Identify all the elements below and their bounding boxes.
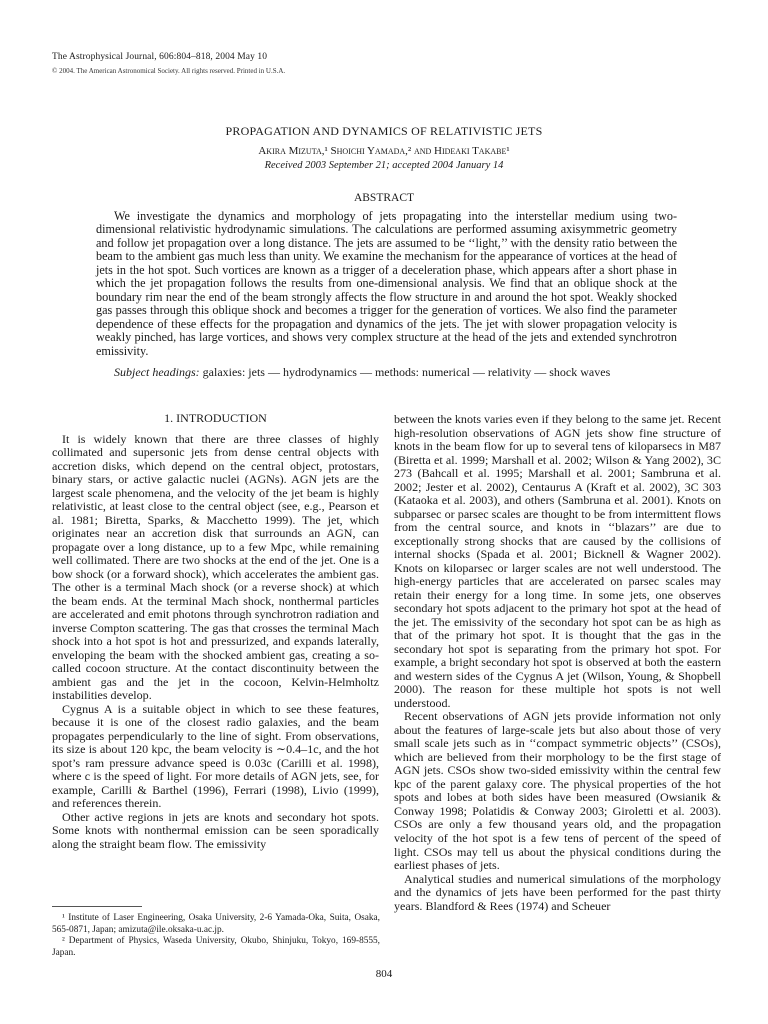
- right-column: [394, 413, 721, 913]
- abstract-heading: ABSTRACT: [353, 192, 415, 204]
- author-list: Akira Mizuta,¹ Shoichi Yamada,² and Hideaki Takabe¹: [258, 145, 510, 157]
- subject-headings-label: Subject headings:: [114, 365, 200, 379]
- body-paragraph: Analytical studies and numerical simulations of the morphology and the dynamics of jets have been performed for the past thirty years. Blandford & Rees (1974) and Scheuer: [394, 871, 721, 913]
- body-paragraph: Recent observations of AGN jets provide information not only about the features of large-scale jets but also about those of very small scale jets such as in ‘‘compact symmetric objects’’ (CSOs), which are believed from their morphology to be the first stage of AGN jets. CSOs show two-sided emissivity within the central few kpc of the parent galaxy core. The physical properties of the hot spots and lobes at both sides have been measured (Owsianik & Conway 1998; Polatidis & Conway 2003; Giroletti et al. 2003). CSOs are only a few thousand years old, and the propagation velocity of the hot spot is a few tens of percent of the speed of light. CSOs may tell us about the physical conditions during the earliest phases of jets.: [394, 709, 721, 873]
- section-heading-introduction: 1. INTRODUCTION: [164, 411, 267, 425]
- received-dates: Received 2003 September 21; accepted 2004 January 14: [264, 160, 504, 171]
- journal-citation: The Astrophysical Journal, 606:804–818, 2004 May 10: [52, 52, 268, 62]
- left-column: [52, 412, 379, 852]
- footnote-rule: [52, 906, 142, 907]
- footnote: ¹ Institute of Laser Engineering, Osaka University, 2-6 Yamada-Oka, Suita, Osaka, 565-0871, Japan; amizuta@ile.oksaka-u.ac.jp.: [52, 913, 380, 935]
- page-number: 804: [375, 968, 393, 980]
- copyright-notice: © 2004. The American Astronomical Society. All rights reserved. Printed in U.S.A.: [52, 67, 286, 75]
- footnote: ² Department of Physics, Waseda University, Okubo, Shinjuku, Tokyo, 169-8555, Japan.: [52, 936, 380, 958]
- body-paragraph: It is widely known that there are three classes of highly collimated and supersonic jets from dense central objects with accretion disks, which depend on the central object, protostars, binary stars, or active galactic nuclei (AGNs). AGN jets are the largest scale phenomena, and the velocity of the jet beam is highly relativistic, at least close to the central object (see, e.g., Pearson et al. 1981; Biretta, Sparks, & Macchetto 1999). The jet, which originates near an accretion disk that surrounds an AGN, can propagate over a long distance, up to a few Mpc, while remaining well collimated. There are two shocks at the end of the jet. One is a bow shock (or a forward shock), which accelerates the ambient gas. The other is a terminal Mach shock (or a reverse shock) at which the beam ends. At the terminal Mach shock, nonthermal particles are accelerated and emit photons through synchrotron radiation and inverse Compton scattering. The gas that crosses the terminal Mach shock into a hot spot is hot and pressurized, and expands laterally, enveloping the beam with the shocked ambient gas, creating a so-called cocoon structure. At the contact discontinuity between the ambient gas and the jet in the cocoon, Kelvin-Helmholtz instabilities develop.: [52, 431, 379, 703]
- body-paragraph: Cygnus A is a suitable object in which to see these features, because it is one of the closest radio galaxies, and the beam propagates perpendicularly to the line of sight. From observations, its size is about 120 kpc, the beam velocity is ∼0.4–1c, and the hot spot’s ram pressure advance speed is 0.03c (Carilli et al. 1998), where c is the speed of light. For more details of AGN jets, see, for example, Carilli & Barthel (1996), Ferrari (1998), Livio (1999), and references therein.: [52, 701, 379, 811]
- body-paragraph: between the knots varies even if they belong to the same jet. Recent high-resolution observations of AGN jets show fine structure of knots in the beam flow for up to several tens of kiloparsecs in M87 (Biretta et al. 1999; Marshall et al. 2002; Wilson & Yang 2002), 3C 273 (Bahcall et al. 1995; Marshall et al. 2001; Sambruna et al. 2002; Jester et al. 2002), Centaurus A (Kraft et al. 2002), 3C 303 (Kataoka et al. 2003), and others (Sambruna et al. 2001). Knots on subparsec or parsec scales are thought to be from intermittent flows from the central source, and knots in ‘‘blazars’’ are due to exceptionally strong shocks that are caused by the collisions of internal shocks (Spada et al. 2001; Bicknell & Wagner 2002). Knots on kiloparsec or larger scales are not well understood. The high-energy particles that are accelerated on parsec scales may retain their energy for a long time. In some jets, one observes secondary hot spots adjacent to the primary hot spot at the head of the jet. The emissivity of the secondary hot spot can be as high as that of the primary hot spot. It is thought that the gas in the secondary hot spot is separating from the primary hot spot. For example, a bright secondary hot spot is observed at both the eastern and western sides of the Cygnus A jet (Wilson, Young, & Shopbell 2000). The reason for these multiple hot spots is not well understood.: [394, 412, 721, 710]
- body-paragraph: Other active regions in jets are knots and secondary hot spots. Some knots with nonthermal emission can be seen sporadically along the straight beam flow. The emissivity: [52, 809, 379, 851]
- subject-headings: [114, 365, 684, 380]
- abstract-text: We investigate the dynamics and morphology of jets propagating into the interstellar medium using two-dimensional relativistic hydrodynamic simulations. The calculations are performed assuming axisymmetric geometry and follow jet propagation over a long distance. The jets are assumed to be ‘‘light,’’ with the density ratio between the beam to the ambient gas much less than unity. We examine the mechanism for the appearance of vortices at the head of jets in the hot spot. Such vortices are known as a trigger of a deceleration phase, which appears after a short phase in which the jet propagation follows the results from one-dimensional analysis. We find that an oblique shock at the boundary rim near the end of the beam strongly affects the flow structure in and around the hot spot. Weakly shocked gas passes through this oblique shock and becomes a trigger for the generation of vortices. We also find the parameter dependence of these effects for the propagation and dynamics of the jets. The jet with slower propagation velocity is weakly pinched, has large vortices, and shows very complex structure at the head of the jets and extended synchrotron emissivity.: [96, 209, 677, 358]
- footnotes: [52, 913, 380, 959]
- subject-headings-text: galaxies: jets — hydrodynamics — methods: numerical — relativity — shock waves: [202, 365, 611, 379]
- paper-title: PROPAGATION AND DYNAMICS OF RELATIVISTIC JETS: [225, 124, 543, 138]
